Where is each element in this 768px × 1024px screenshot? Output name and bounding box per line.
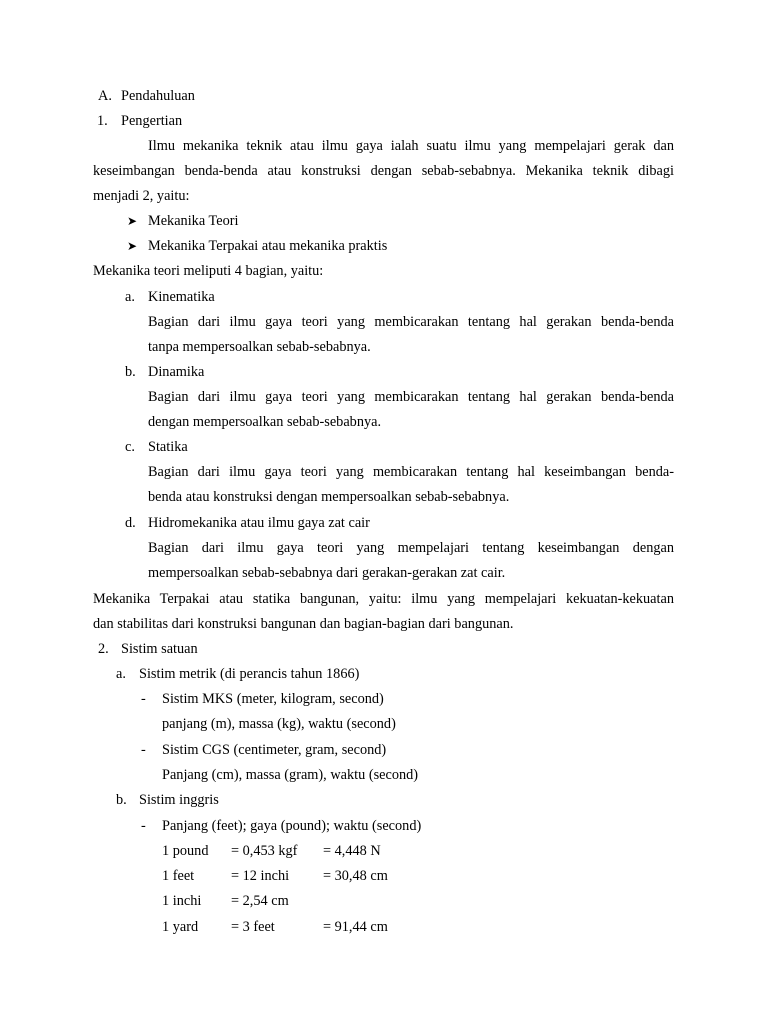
intro-paragraph-line: Ilmu mekanika teknik atau ilmu gaya ialah suatu ilmu yang mempelajari gerak dan — [148, 138, 674, 154]
arrow-bullet-icon: ➤ — [127, 239, 138, 253]
conversion-value: = 0,453 kgf — [231, 843, 298, 859]
system-detail: panjang (m), massa (kg), waktu (second) — [162, 716, 396, 732]
system-detail: Panjang (cm), massa (gram), waktu (second) — [162, 767, 419, 783]
part-description-line: dengan mempersoalkan sebab-sebabnya. — [148, 414, 382, 430]
bullet-item: Mekanika Terpakai atau mekanika praktis — [148, 238, 388, 254]
part-title: Kinematika — [148, 289, 215, 305]
english-title: Sistim inggris — [139, 792, 219, 808]
part-marker: a. — [125, 289, 135, 305]
metric-title: Sistim metrik (di perancis tahun 1866) — [139, 666, 360, 682]
heading-marker: A. — [98, 88, 112, 104]
part-description-line: Bagian dari ilmu gaya teori yang membicarakan tentang hal gerakan benda-benda — [148, 314, 674, 330]
part-description-line: Bagian dari ilmu gaya teori yang membicarakan tentang hal gerakan benda-benda — [148, 389, 674, 405]
section1-title: Pengertian — [121, 113, 183, 129]
part-title: Hidromekanika atau ilmu gaya zat cair — [148, 515, 370, 531]
dash-marker: - — [141, 818, 146, 834]
conversion-value: = 91,44 cm — [323, 919, 388, 935]
metric-marker: a. — [116, 666, 126, 682]
part-description-line: benda atau konstruksi dengan mempersoalkan sebab-sebabnya. — [148, 489, 510, 505]
bullet-item: Mekanika Teori — [148, 213, 239, 229]
conversion-value: = 30,48 cm — [323, 868, 388, 884]
applied-paragraph-line: dan stabilitas dari konstruksi bangunan dan bagian-bagian dari bangunan. — [93, 616, 514, 632]
conversion-value: = 2,54 cm — [231, 893, 289, 909]
conversion-value: = 12 inchi — [231, 868, 290, 884]
dash-marker: - — [141, 691, 146, 707]
english-item: Panjang (feet); gaya (pound); waktu (second) — [162, 818, 422, 834]
part-marker: c. — [125, 439, 135, 455]
system-title: Sistim CGS (centimeter, gram, second) — [162, 742, 387, 758]
intro-paragraph-line: menjadi 2, yaitu: — [93, 188, 190, 204]
dash-marker: - — [141, 742, 146, 758]
intro-paragraph-line: keseimbangan benda-benda atau konstruksi dengan sebab-sebabnya. Mekanika teknik dibagi — [93, 163, 674, 179]
heading-title: Pendahuluan — [121, 88, 195, 104]
part-title: Statika — [148, 439, 188, 455]
part-marker: b. — [125, 364, 136, 380]
part-description-line: tanpa mempersoalkan sebab-sebabnya. — [148, 339, 371, 355]
conversion-unit: 1 pound — [162, 843, 209, 859]
section2-marker: 2. — [98, 641, 109, 657]
conversion-value: = 3 feet — [231, 919, 275, 935]
applied-paragraph-line: Mekanika Terpakai atau statika bangunan, yaitu: ilmu yang mempelajari kekuatan-kekuatan — [93, 591, 674, 607]
theory-intro: Mekanika teori meliputi 4 bagian, yaitu: — [93, 263, 324, 279]
part-marker: d. — [125, 515, 136, 531]
conversion-value: = 4,448 N — [323, 843, 381, 859]
arrow-bullet-icon: ➤ — [127, 214, 138, 228]
conversion-unit: 1 feet — [162, 868, 195, 884]
section2-title: Sistim satuan — [121, 641, 198, 657]
part-description-line: Bagian dari ilmu gaya teori yang mempelajari tentang keseimbangan dengan — [148, 540, 674, 556]
conversion-unit: 1 yard — [162, 919, 199, 935]
part-description-line: mempersoalkan sebab-sebabnya dari gerakan-gerakan zat cair. — [148, 565, 506, 581]
english-marker: b. — [116, 792, 127, 808]
part-title: Dinamika — [148, 364, 205, 380]
conversion-unit: 1 inchi — [162, 893, 202, 909]
section1-marker: 1. — [97, 113, 108, 129]
part-description-line: Bagian dari ilmu gaya teori yang membicarakan tentang hal keseimbangan benda- — [148, 464, 674, 480]
system-title: Sistim MKS (meter, kilogram, second) — [162, 691, 384, 707]
